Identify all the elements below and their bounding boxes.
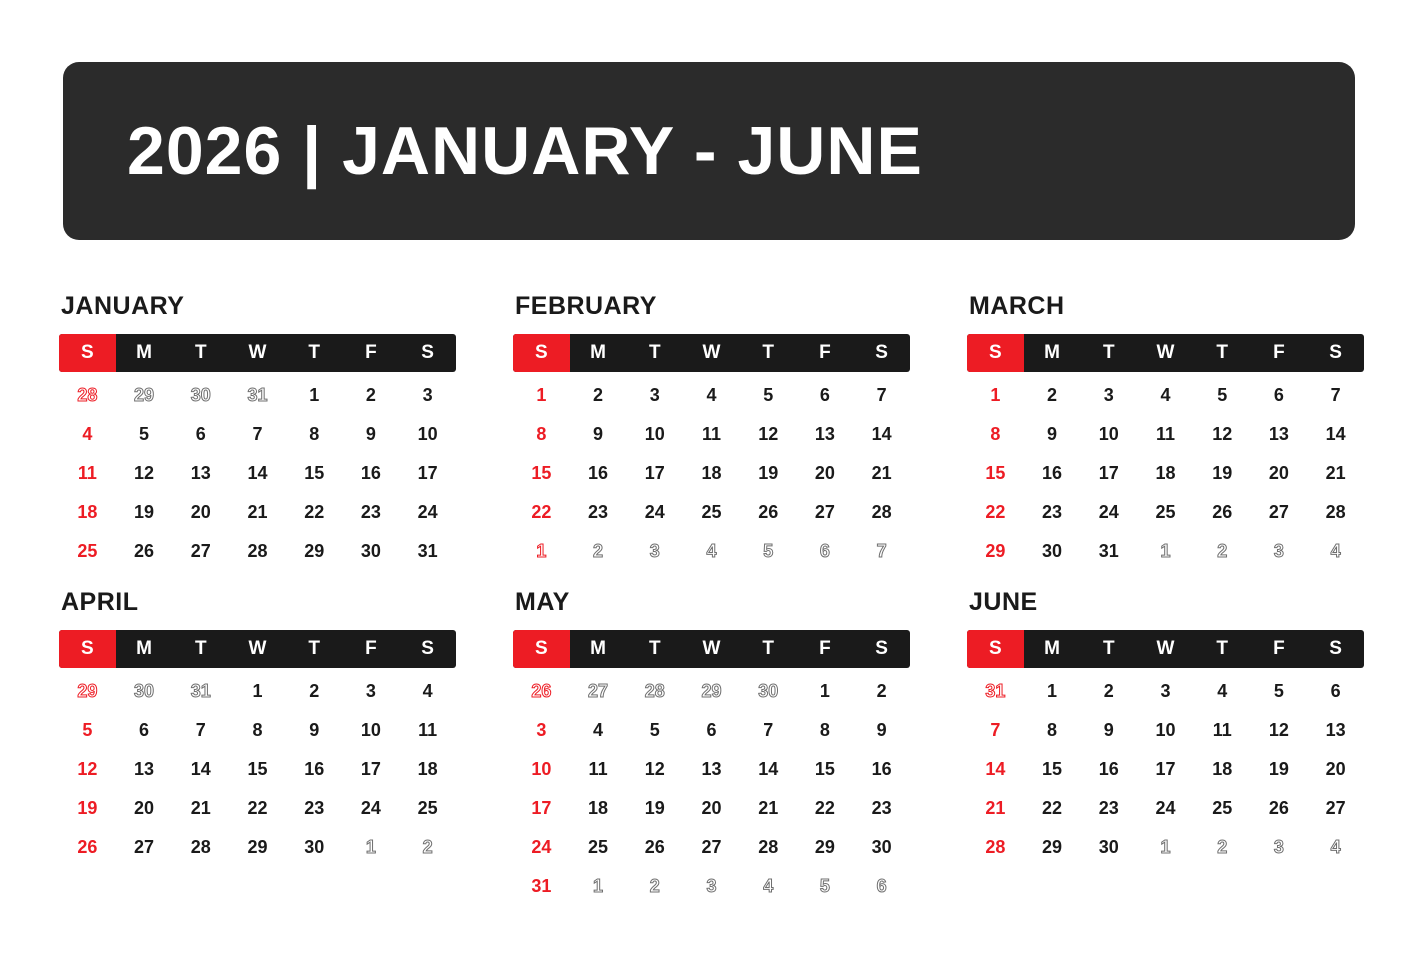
day-cell: 13 [814, 424, 835, 444]
day-cell: 7 [1330, 385, 1341, 405]
day-cell: 30 [871, 837, 892, 857]
weekday-label: S [59, 630, 116, 668]
day-cell: 27 [190, 541, 211, 561]
months-grid [59, 292, 1359, 906]
day-cell: 14 [190, 759, 211, 779]
day-cell: 1 [1047, 681, 1058, 701]
day-cell: 2 [649, 876, 660, 896]
day-cell: 6 [819, 385, 830, 405]
day-cell: 12 [644, 759, 665, 779]
weekday-label: M [1044, 342, 1060, 363]
day-cell: 26 [77, 837, 98, 857]
day-cell: 7 [252, 424, 263, 444]
day-cell: 24 [531, 837, 552, 857]
day-cell: 29 [247, 837, 268, 857]
weekday-label: F [819, 638, 831, 659]
day-cell: 26 [644, 837, 665, 857]
days-grid [967, 376, 1364, 571]
day-cell: 1 [536, 385, 547, 405]
day-cell: 4 [706, 541, 717, 561]
day-cell: 3 [649, 541, 660, 561]
weekday-label: S [421, 638, 434, 659]
weekday-label: W [1156, 638, 1175, 659]
day-cell: 2 [1217, 541, 1228, 561]
weekday-label: F [1273, 638, 1285, 659]
day-cell: 14 [1325, 424, 1346, 444]
day-cell: 3 [422, 385, 433, 405]
month-title: APRIL [61, 588, 139, 616]
month-block [513, 292, 910, 571]
day-cell: 21 [190, 798, 211, 818]
day-cell: 26 [1212, 502, 1233, 522]
day-cell: 3 [706, 876, 717, 896]
day-cell: 30 [190, 385, 211, 405]
day-cell: 16 [360, 463, 381, 483]
weekday-header-row [967, 630, 1364, 668]
day-cell: 17 [644, 463, 665, 483]
day-cell: 17 [360, 759, 381, 779]
header-banner [63, 62, 1355, 240]
day-cell: 23 [304, 798, 325, 818]
day-cell: 13 [1268, 424, 1289, 444]
weekday-header-row [59, 630, 456, 668]
day-cell: 20 [1268, 463, 1289, 483]
day-cell: 29 [814, 837, 835, 857]
day-cell: 23 [360, 502, 381, 522]
day-cell: 6 [876, 876, 887, 896]
day-cell: 21 [1325, 463, 1346, 483]
day-cell: 15 [531, 463, 552, 483]
day-cell: 27 [1325, 798, 1346, 818]
day-cell: 4 [1330, 837, 1341, 857]
day-cell: 1 [1160, 541, 1171, 561]
day-cell: 10 [417, 424, 438, 444]
month-block [59, 588, 456, 906]
weekday-label: M [136, 638, 152, 659]
day-cell: 5 [649, 720, 660, 740]
day-cell: 28 [985, 837, 1006, 857]
day-cell: 30 [134, 681, 155, 701]
weekday-label: M [590, 342, 606, 363]
day-cell: 1 [365, 837, 376, 857]
weekday-label: F [365, 342, 377, 363]
day-cell: 20 [701, 798, 722, 818]
day-cell: 11 [418, 720, 438, 740]
weekday-label: S [875, 342, 888, 363]
day-cell: 8 [536, 424, 547, 444]
day-cell: 12 [1212, 424, 1233, 444]
day-cell: 26 [1268, 798, 1289, 818]
day-cell: 9 [309, 720, 320, 740]
day-cell: 25 [417, 798, 438, 818]
day-cell: 16 [1042, 463, 1063, 483]
day-cell: 12 [77, 759, 98, 779]
day-cell: 24 [644, 502, 665, 522]
day-cell: 5 [763, 385, 774, 405]
day-cell: 24 [417, 502, 438, 522]
day-cell: 22 [1042, 798, 1063, 818]
day-cell: 31 [190, 681, 211, 701]
day-cell: 28 [1325, 502, 1346, 522]
day-cell: 11 [1212, 720, 1232, 740]
day-cell: 5 [819, 876, 830, 896]
day-cell: 28 [77, 385, 98, 405]
day-cell: 7 [763, 720, 774, 740]
weekday-label: T [1216, 638, 1228, 659]
day-cell: 18 [588, 798, 609, 818]
weekday-label: M [1044, 638, 1060, 659]
day-cell: 23 [1042, 502, 1063, 522]
day-cell: 17 [417, 463, 438, 483]
day-cell: 5 [763, 541, 774, 561]
day-cell: 7 [876, 385, 887, 405]
day-cell: 12 [1268, 720, 1289, 740]
day-cell: 23 [1098, 798, 1119, 818]
day-cell: 19 [77, 798, 98, 818]
day-cell: 3 [649, 385, 660, 405]
day-cell: 13 [1325, 720, 1346, 740]
days-grid [59, 376, 456, 571]
day-cell: 11 [1155, 424, 1175, 444]
day-cell: 2 [1217, 837, 1228, 857]
day-cell: 1 [819, 681, 830, 701]
day-cell: 15 [985, 463, 1006, 483]
day-cell: 9 [593, 424, 604, 444]
day-cell: 1 [309, 385, 320, 405]
month-title: MAY [515, 588, 570, 616]
day-cell: 7 [876, 541, 887, 561]
day-cell: 2 [365, 385, 376, 405]
month-title: JUNE [969, 588, 1038, 616]
day-cell: 16 [304, 759, 325, 779]
day-cell: 8 [252, 720, 263, 740]
day-cell: 5 [82, 720, 93, 740]
days-grid [513, 376, 910, 571]
day-cell: 21 [985, 798, 1006, 818]
month-title: MARCH [969, 292, 1065, 320]
weekday-label: T [648, 638, 661, 659]
weekday-label: S [421, 342, 434, 363]
day-cell: 17 [1098, 463, 1119, 483]
day-cell: 23 [588, 502, 609, 522]
weekday-label: T [648, 342, 661, 363]
day-cell: 16 [871, 759, 892, 779]
day-cell: 3 [1273, 837, 1284, 857]
day-cell: 2 [593, 541, 604, 561]
day-cell: 25 [1212, 798, 1233, 818]
day-cell: 1 [593, 876, 604, 896]
day-cell: 24 [360, 798, 381, 818]
day-cell: 6 [819, 541, 830, 561]
weekday-label: T [762, 342, 774, 363]
day-cell: 18 [701, 463, 722, 483]
day-cell: 3 [1160, 681, 1171, 701]
weekday-label: F [1273, 342, 1285, 363]
day-cell: 27 [134, 837, 155, 857]
day-cell: 20 [190, 502, 211, 522]
day-cell: 19 [134, 502, 155, 522]
day-cell: 1 [1160, 837, 1171, 857]
day-cell: 12 [758, 424, 779, 444]
day-cell: 9 [1103, 720, 1114, 740]
day-cell: 18 [417, 759, 438, 779]
day-cell: 2 [1103, 681, 1114, 701]
day-cell: 29 [304, 541, 325, 561]
day-cell: 31 [417, 541, 438, 561]
day-cell: 30 [1098, 837, 1119, 857]
weekday-label: T [1216, 342, 1228, 363]
day-cell: 22 [531, 502, 552, 522]
day-cell: 17 [1155, 759, 1176, 779]
weekday-header-row [967, 334, 1364, 372]
day-cell: 30 [304, 837, 325, 857]
day-cell: 18 [1155, 463, 1176, 483]
day-cell: 30 [1042, 541, 1063, 561]
weekday-label: S [875, 638, 888, 659]
day-cell: 14 [247, 463, 268, 483]
day-cell: 10 [1098, 424, 1119, 444]
weekday-label: S [1329, 638, 1342, 659]
weekday-label: T [762, 638, 774, 659]
day-cell: 13 [701, 759, 722, 779]
day-cell: 22 [814, 798, 835, 818]
weekday-label: W [1156, 342, 1175, 363]
day-cell: 13 [190, 463, 211, 483]
day-cell: 1 [536, 541, 547, 561]
day-cell: 23 [871, 798, 892, 818]
day-cell: 11 [588, 759, 608, 779]
day-cell: 6 [706, 720, 717, 740]
day-cell: 31 [531, 876, 552, 896]
day-cell: 20 [814, 463, 835, 483]
day-cell: 17 [531, 798, 552, 818]
day-cell: 10 [1155, 720, 1176, 740]
weekday-label: T [308, 638, 320, 659]
day-cell: 11 [701, 424, 721, 444]
days-grid [967, 672, 1364, 867]
days-grid [59, 672, 456, 867]
day-cell: 22 [247, 798, 268, 818]
weekday-label: W [702, 638, 721, 659]
day-cell: 10 [531, 759, 552, 779]
month-title: FEBRUARY [515, 292, 657, 320]
day-cell: 31 [1098, 541, 1119, 561]
day-cell: 28 [247, 541, 268, 561]
day-cell: 8 [819, 720, 830, 740]
day-cell: 24 [1098, 502, 1119, 522]
day-cell: 8 [990, 424, 1001, 444]
day-cell: 3 [536, 720, 547, 740]
day-cell: 15 [247, 759, 268, 779]
weekday-label: S [967, 334, 1024, 372]
weekday-label: T [1102, 638, 1115, 659]
day-cell: 20 [1325, 759, 1346, 779]
day-cell: 10 [360, 720, 381, 740]
day-cell: 15 [1042, 759, 1063, 779]
month-block [967, 588, 1364, 906]
day-cell: 28 [758, 837, 779, 857]
day-cell: 3 [1273, 541, 1284, 561]
day-cell: 7 [990, 720, 1001, 740]
day-cell: 29 [134, 385, 155, 405]
day-cell: 20 [134, 798, 155, 818]
day-cell: 6 [139, 720, 150, 740]
day-cell: 10 [644, 424, 665, 444]
day-cell: 21 [758, 798, 779, 818]
day-cell: 25 [1155, 502, 1176, 522]
month-block [59, 292, 456, 571]
day-cell: 12 [134, 463, 155, 483]
month-block [967, 292, 1364, 571]
day-cell: 26 [758, 502, 779, 522]
day-cell: 6 [195, 424, 206, 444]
day-cell: 2 [422, 837, 433, 857]
day-cell: 15 [304, 463, 325, 483]
day-cell: 5 [1217, 385, 1228, 405]
day-cell: 18 [77, 502, 98, 522]
day-cell: 9 [365, 424, 376, 444]
day-cell: 24 [1155, 798, 1176, 818]
day-cell: 9 [876, 720, 887, 740]
weekday-label: F [365, 638, 377, 659]
day-cell: 5 [139, 424, 150, 444]
day-cell: 2 [593, 385, 604, 405]
day-cell: 30 [758, 681, 779, 701]
day-cell: 19 [758, 463, 779, 483]
day-cell: 2 [309, 681, 320, 701]
day-cell: 6 [1273, 385, 1284, 405]
day-cell: 25 [77, 541, 98, 561]
weekday-label: M [136, 342, 152, 363]
day-cell: 29 [701, 681, 722, 701]
day-cell: 28 [190, 837, 211, 857]
day-cell: 4 [1330, 541, 1341, 561]
day-cell: 4 [82, 424, 93, 444]
day-cell: 4 [593, 720, 604, 740]
day-cell: 29 [77, 681, 98, 701]
day-cell: 30 [360, 541, 381, 561]
day-cell: 19 [1268, 759, 1289, 779]
weekday-label: S [513, 630, 570, 668]
weekday-label: T [194, 342, 207, 363]
weekday-header-row [59, 334, 456, 372]
day-cell: 19 [644, 798, 665, 818]
day-cell: 2 [1047, 385, 1058, 405]
day-cell: 14 [985, 759, 1006, 779]
day-cell: 2 [876, 681, 887, 701]
day-cell: 14 [871, 424, 892, 444]
month-title: JANUARY [61, 292, 185, 320]
day-cell: 16 [1098, 759, 1119, 779]
day-cell: 28 [871, 502, 892, 522]
weekday-label: W [702, 342, 721, 363]
weekday-label: S [513, 334, 570, 372]
day-cell: 27 [1268, 502, 1289, 522]
weekday-label: T [308, 342, 320, 363]
day-cell: 3 [365, 681, 376, 701]
day-cell: 16 [588, 463, 609, 483]
day-cell: 5 [1273, 681, 1284, 701]
day-cell: 25 [588, 837, 609, 857]
day-cell: 22 [304, 502, 325, 522]
weekday-label: F [819, 342, 831, 363]
days-grid [513, 672, 910, 906]
page-title: 2026 | JANUARY - JUNE [127, 113, 923, 189]
day-cell: 8 [309, 424, 320, 444]
weekday-header-row [513, 334, 910, 372]
weekday-label: S [1329, 342, 1342, 363]
day-cell: 6 [1330, 681, 1341, 701]
weekday-label: M [590, 638, 606, 659]
day-cell: 27 [814, 502, 835, 522]
day-cell: 8 [1047, 720, 1058, 740]
weekday-label: S [967, 630, 1024, 668]
weekday-header-row [513, 630, 910, 668]
weekday-label: T [1102, 342, 1115, 363]
day-cell: 28 [644, 681, 665, 701]
day-cell: 19 [1212, 463, 1233, 483]
day-cell: 29 [985, 541, 1006, 561]
day-cell: 22 [985, 502, 1006, 522]
weekday-label: T [194, 638, 207, 659]
day-cell: 27 [588, 681, 609, 701]
day-cell: 3 [1103, 385, 1114, 405]
day-cell: 31 [985, 681, 1006, 701]
day-cell: 4 [1160, 385, 1171, 405]
day-cell: 4 [763, 876, 774, 896]
day-cell: 7 [195, 720, 206, 740]
day-cell: 13 [134, 759, 155, 779]
day-cell: 1 [252, 681, 263, 701]
day-cell: 31 [247, 385, 268, 405]
day-cell: 4 [1217, 681, 1228, 701]
day-cell: 21 [871, 463, 892, 483]
day-cell: 4 [422, 681, 433, 701]
day-cell: 29 [1042, 837, 1063, 857]
day-cell: 26 [134, 541, 155, 561]
day-cell: 9 [1047, 424, 1058, 444]
day-cell: 4 [706, 385, 717, 405]
day-cell: 1 [990, 385, 1001, 405]
weekday-label: W [248, 342, 267, 363]
day-cell: 18 [1212, 759, 1233, 779]
day-cell: 26 [531, 681, 552, 701]
day-cell: 25 [701, 502, 722, 522]
weekday-label: W [248, 638, 267, 659]
day-cell: 11 [77, 463, 97, 483]
day-cell: 27 [701, 837, 722, 857]
day-cell: 15 [814, 759, 835, 779]
month-block [513, 588, 910, 906]
weekday-label: S [59, 334, 116, 372]
day-cell: 21 [247, 502, 268, 522]
day-cell: 14 [758, 759, 779, 779]
